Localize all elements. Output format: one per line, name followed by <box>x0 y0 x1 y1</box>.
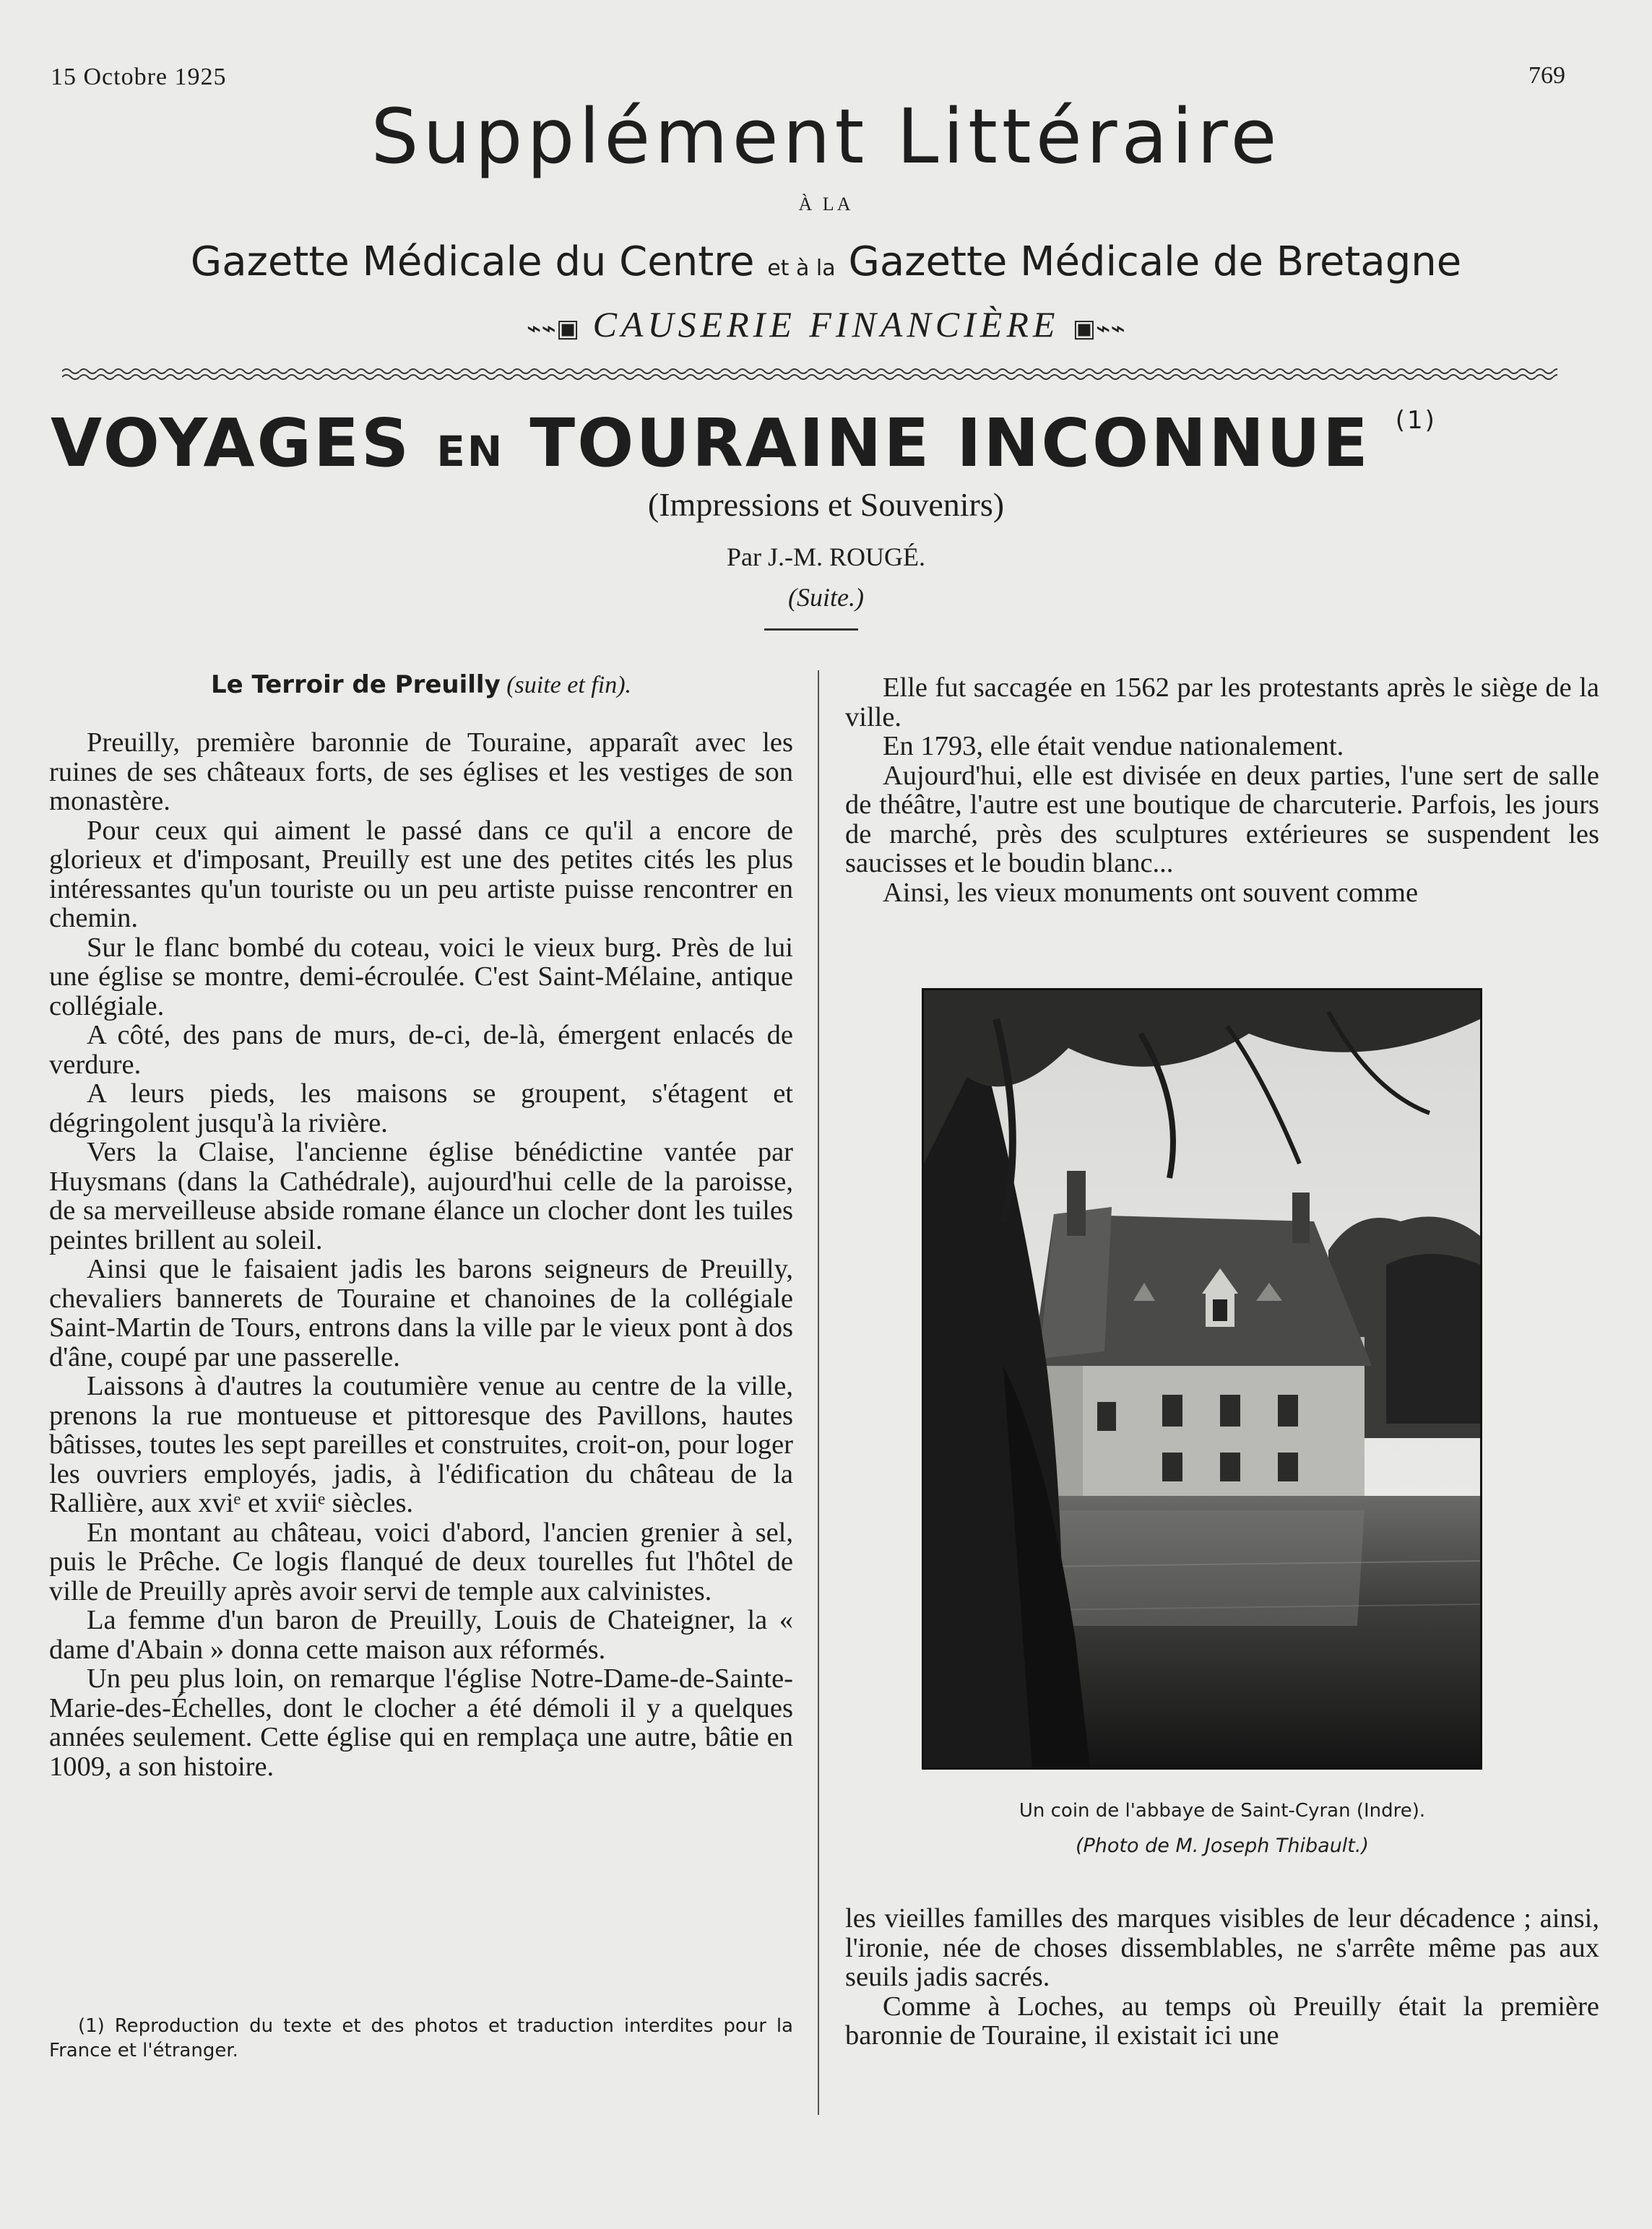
article-subtitle: (Impressions et Souvenirs) <box>647 486 1005 523</box>
paragraph: Ainsi, les vieux monuments ont souvent comme <box>883 877 1419 908</box>
paragraph: Laissons à d'autres la coutumière venue au centre de la ville, prenons la rue montueuse et pittoresque des Pavillons, hautes bâtisses, toutes les sept pareilles et construites, croit-on, pour loger les ouvriers employés, jadis, à l'édification du château de la Rallière, aux xviᵉ et xviiᵉ siècles. <box>49 1371 793 1518</box>
paragraph: A côté, des pans de murs, de-ci, de-là, émergent enlacés de verdure. <box>49 1020 793 1080</box>
abbey-photo <box>922 988 1482 1770</box>
issue-date: 15 Octobre 1925 <box>51 64 227 90</box>
paragraph: En 1793, elle était vendue nationalement. <box>883 731 1344 761</box>
paragraph: Sur le flanc bombé du coteau, voici le vieux burg. Près de lui une église se montre, demi-écroulée. C'est Saint-Mélaine, antique collégiale. <box>49 932 793 1021</box>
photo-caption: Un coin de l'abbaye de Saint-Cyran (Indre). <box>1019 1800 1426 1822</box>
right-column-top <box>845 673 1599 907</box>
paragraph: En montant au château, voici d'abord, l'ancien grenier à sel, puis le Prêche. Ce logis flanqué de deux tourelles fut l'hôtel de ville de Preuilly après avoir servi de temple aux calvinistes. <box>49 1517 793 1606</box>
paragraph: Vers la Claise, l'ancienne église bénédictine vantée par Huysmans (dans la Cathédrale), aujourd'hui celle de la paroisse, de sa merveilleuse abside romane élance un clocher dont les tuiles peintes brillent au soleil. <box>49 1137 793 1255</box>
gazette-connector: et à la <box>767 256 836 281</box>
paragraph: Un peu plus loin, on remarque l'église Notre-Dame-de-Sainte-Marie-des-Échelles, dont le clocher a été démoli il y a quelques années seulement. Cette église qui en remplaça une autre, bâtie en 1009, a son histoire. <box>49 1663 793 1782</box>
right-column-bottom <box>845 1904 1599 2051</box>
left-column <box>49 728 793 1781</box>
paragraph: Elle fut saccagée en 1562 par les protestants après le siège de la ville. <box>845 672 1599 732</box>
gazette-bretagne: Gazette Médicale de Bretagne <box>848 238 1462 285</box>
footnote-marker: (1) <box>1395 406 1437 435</box>
title-rule <box>764 628 858 631</box>
byline: Par J.-M. ROUGÉ. <box>727 542 925 571</box>
continuation-note: (Suite.) <box>788 583 864 612</box>
column-divider <box>818 670 819 2115</box>
paragraph: A leurs pieds, les maisons se groupent, s'étagent et dégringolent jusqu'à la rivière. <box>49 1078 793 1138</box>
article-title-part-2: TOURAINE INCONNUE <box>529 404 1370 482</box>
page-number: 769 <box>1528 62 1565 89</box>
paragraph: Preuilly, première baronnie de Touraine, apparaît avec les ruines de ses châteaux forts, de ses églises et les vestiges de son monastère. <box>49 727 793 816</box>
paragraph: les vieilles familles des marques visibles de leur décadence ; ainsi, l'ironie, née de choses dissemblables, ne s'arrête même pas aux seuils jadis sacrés. <box>845 1903 1599 1992</box>
photo-credit: (Photo de M. Joseph Thibault.) <box>1075 1835 1370 1857</box>
left-ornament-icon: ⌁⌁▣ <box>527 316 580 342</box>
rubric-title: CAUSERIE FINANCIÈRE <box>592 304 1060 345</box>
section-heading-note: (suite et fin). <box>506 672 632 698</box>
article-title-part-1: VOYAGES <box>51 404 412 482</box>
article-title <box>51 404 1437 482</box>
section-heading <box>49 670 793 699</box>
gazette-centre: Gazette Médicale du Centre <box>190 238 755 285</box>
paragraph: Aujourd'hui, elle est divisée en deux parties, l'une sert de salle de théâtre, l'autre est une boutique de charcuterie. Parfois, les jours de marché, près des sculptures extérieures se suspendent les saucisses et le boudin blanc... <box>845 760 1599 878</box>
footnote: (1) Reproduction du texte et des photos et traduction interdites pour la France et l'étranger. <box>49 2015 793 2061</box>
decorative-wavy-rule <box>62 365 1557 384</box>
journal-title: Supplément Littéraire <box>371 92 1281 181</box>
section-heading-text: Le Terroir de Preuilly <box>210 670 501 699</box>
paragraph: Ainsi que le faisaient jadis les barons seigneurs de Preuilly, chevaliers bannerets de Touraine et chanoines de la collégiale Saint-Martin de Tours, entrons dans la ville par le vieux pont à dos d'âne, coupé par une passerelle. <box>49 1254 793 1372</box>
paragraph: Pour ceux qui aiment le passé dans ce qu'il a encore de glorieux et d'imposant, Preuilly est une des petites cités les plus intéressantes qu'un touriste ou un peu artiste puisse rencontrer en chemin. <box>49 815 793 933</box>
article-title-en: EN <box>436 427 505 476</box>
rubric-line <box>0 303 1652 345</box>
right-ornament-icon: ▣⌁⌁ <box>1072 316 1125 342</box>
journal-subtitle-connector: À LA <box>798 194 854 215</box>
paragraph: La femme d'un baron de Preuilly, Louis de Chateigner, la « dame d'Abain » donna cette maison aux réformés. <box>49 1605 793 1665</box>
paragraph: Comme à Loches, au temps où Preuilly était la première baronnie de Touraine, il existait ici une <box>845 1991 1599 2051</box>
abbey-photo-drawing <box>924 990 1480 1767</box>
gazette-names <box>0 238 1652 285</box>
